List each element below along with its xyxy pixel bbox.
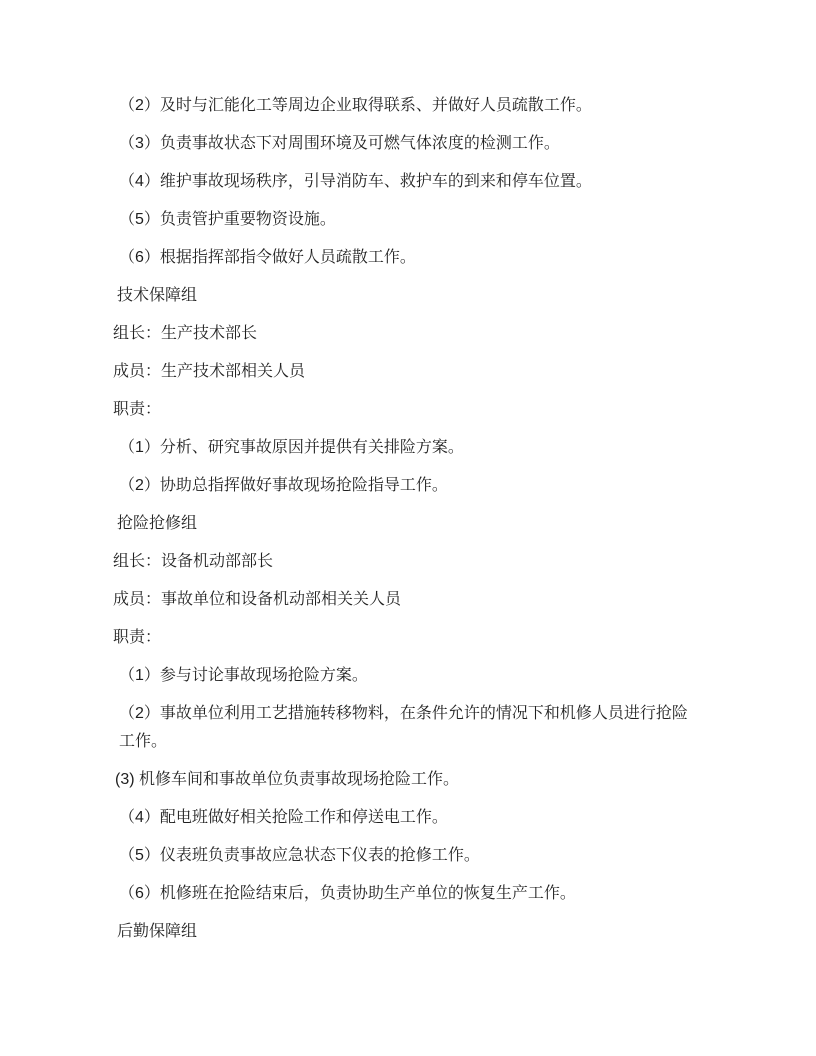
- leader-field: 组长：设备机动部部长: [113, 553, 274, 570]
- leader-field: 组长：生产技术部长: [113, 325, 258, 342]
- members-field: 成员：事故单位和设备机动部相关关人员: [113, 591, 402, 608]
- numbered-item: （6）机修班在抢险结束后，负责协助生产单位的恢复生产工作。: [119, 885, 576, 902]
- numbered-item: （1）分析、研究事故原因并提供有关排险方案。: [119, 439, 464, 456]
- numbered-item: （4）维护事故现场秩序，引导消防车、救护车的到来和停车位置。: [119, 173, 592, 190]
- numbered-item: （6）根据指挥部指令做好人员疏散工作。: [119, 249, 416, 266]
- section-heading: 技术保障组: [117, 287, 198, 304]
- duties-label: 职责：: [113, 401, 162, 418]
- members-field: 成员：生产技术部相关人员: [113, 363, 306, 380]
- numbered-item: （3）负责事故状态下对周围环境及可燃气体浓度的检测工作。: [119, 135, 560, 152]
- section-heading: 后勤保障组: [117, 923, 198, 940]
- numbered-item: （2）及时与汇能化工等周边企业取得联系、并做好人员疏散工作。: [119, 97, 592, 114]
- numbered-item: （4）配电班做好相关抢险工作和停送电工作。: [119, 809, 448, 826]
- numbered-item: （2）事故单位利用工艺措施转移物料，在条件允许的情况下和机修人员进行抢险工作。: [119, 705, 688, 750]
- numbered-item: （1）参与讨论事故现场抢险方案。: [119, 667, 368, 684]
- numbered-item: （2）协助总指挥做好事故现场抢险指导工作。: [119, 477, 448, 494]
- duties-label: 职责：: [113, 629, 162, 646]
- numbered-item: （5）负责管护重要物资设施。: [119, 211, 336, 228]
- numbered-item: （5）仪表班负责事故应急状态下仪表的抢修工作。: [119, 847, 480, 864]
- section-heading: 抢险抢修组: [117, 515, 198, 532]
- numbered-item: (3) 机修车间和事故单位负责事故现场抢险工作。: [115, 771, 460, 788]
